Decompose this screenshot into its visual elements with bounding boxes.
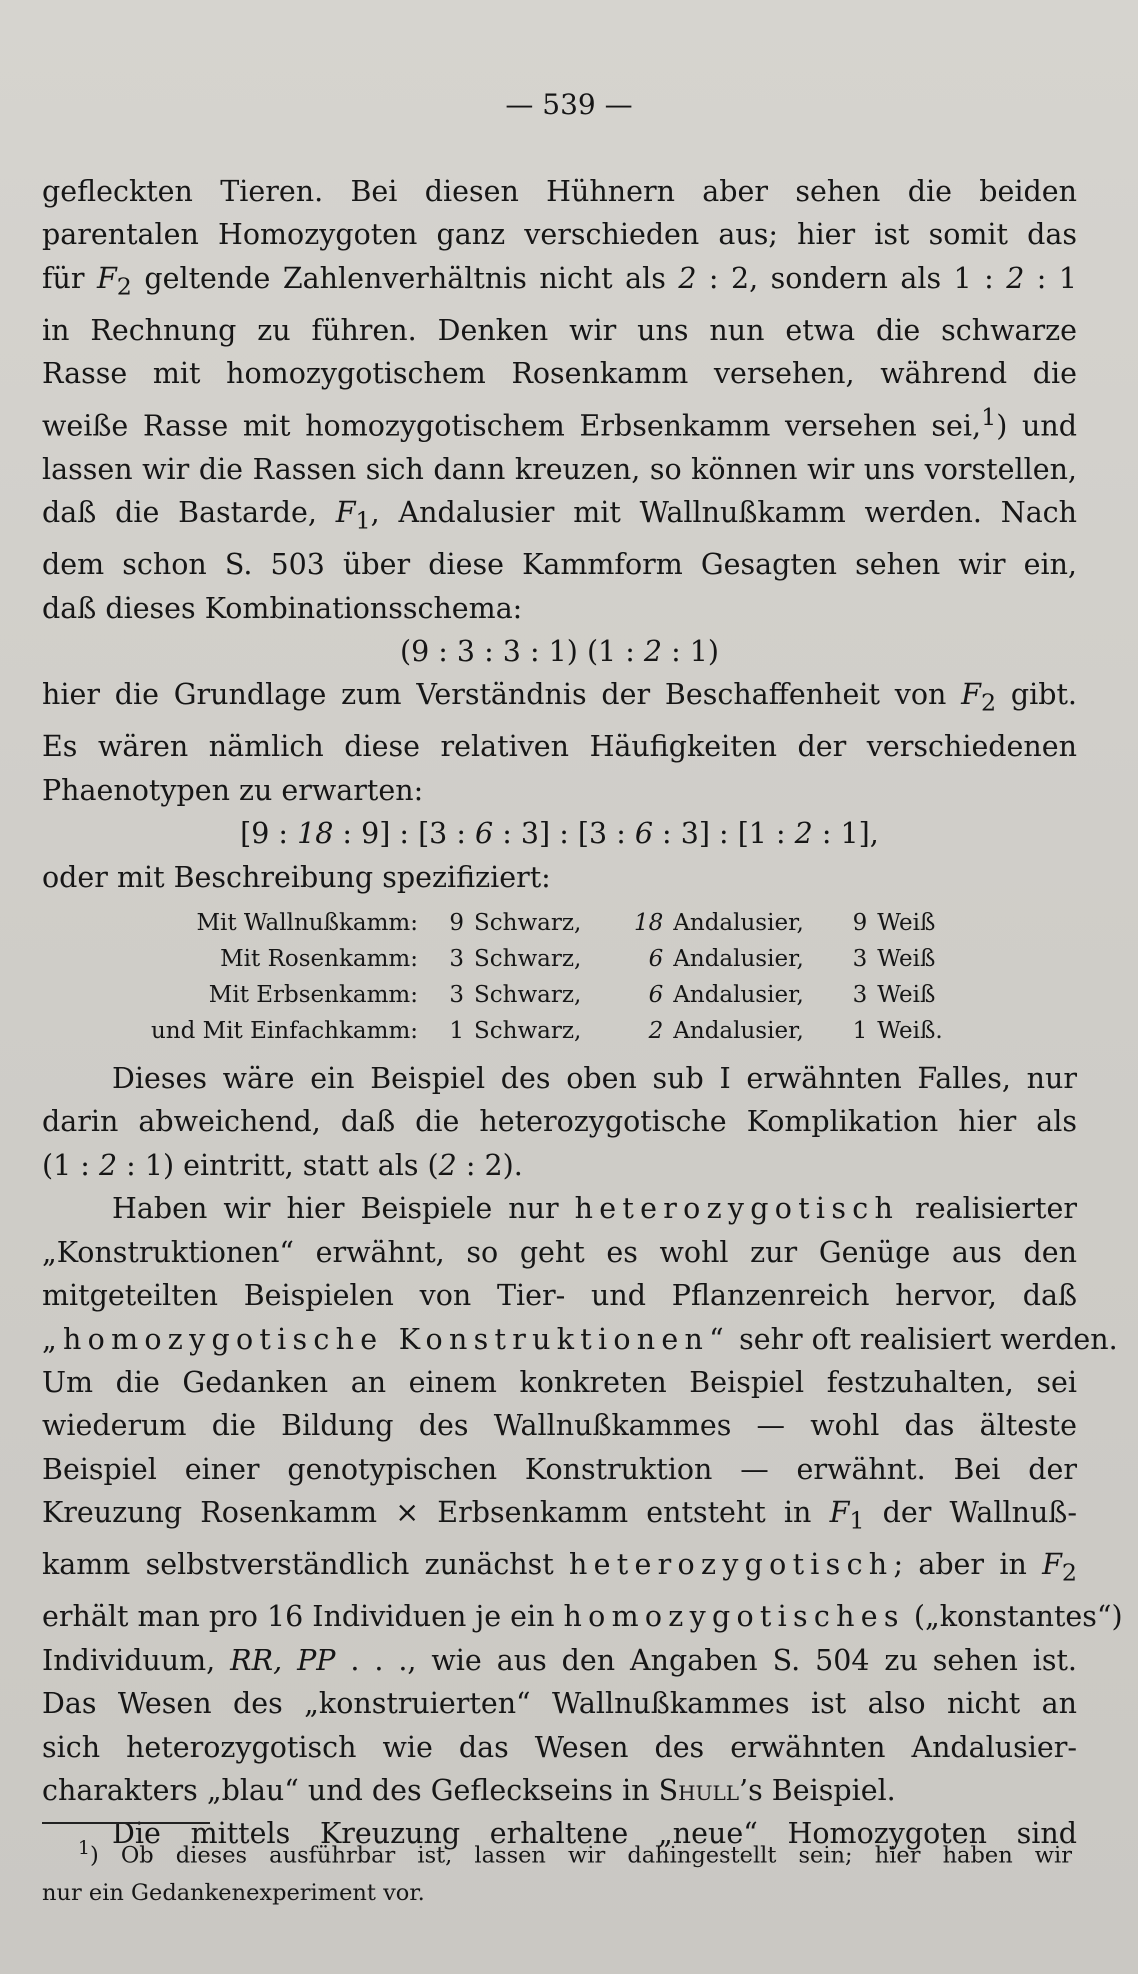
page-number: — 539 — [505,88,633,121]
cell: 6 [648,946,664,973]
cell: 18 [634,910,664,937]
cell: 2 [648,1018,664,1045]
cell: Weiß. [877,1018,943,1045]
text-line: (1 : 2 : 1) eintritt, statt als (2 : 2). [42,1148,523,1182]
cell: 3 [449,982,464,1009]
cell: 9 [449,910,464,937]
text-line: Dieses wäre ein Beispiel des oben sub I erwähnten Falles, nur [112,1062,1077,1096]
text-line: Haben wir hier Beispiele nur heterozygotisch realisierter [112,1192,1077,1226]
text-line: parentalen Homozygoten ganz verschieden aus; hier ist somit das [42,218,1077,252]
text-line: Das Wesen des „konstruierten“ Wallnußkammes ist also nicht an [42,1687,1077,1721]
text-line: für $F_2$ geltende Zahlenverhältnis nicht als 2 : 2, sondern als 1 : 2 : 1 [42,261,1078,301]
cell: Schwarz, [474,910,582,937]
row-label: Mit Wallnußkamm: [196,910,418,937]
text-line: charakters „blau“ und des Gefleckseins in Shull’s Beispiel. [42,1773,896,1807]
text-line: in Rechnung zu führen. Denken wir uns nun etwa die schwarze [42,313,1077,347]
footnote-ref: 1 [981,402,997,431]
footnote [42,1830,1072,1912]
cell: 3 [449,946,464,973]
footnote-line: $^1$) Ob dieses ausführbar ist, lassen wir dahingestellt sein; hier haben wir [78,1838,1072,1869]
cell: Andalusier, [673,946,804,973]
author-name: Shull [658,1773,740,1807]
cell: Andalusier, [673,982,804,1009]
text-line: mitgeteilten Beispielen von Tier- und Pflanzenreich hervor, daß [42,1279,1077,1313]
cell: 6 [648,982,664,1009]
text-line: erhält man pro 16 Individuen je ein homozygotisches („konstantes“) [42,1600,1123,1634]
table-row [42,1013,943,1049]
cell: Weiß [877,982,936,1009]
text-line: dem schon S. 503 über diese Kammform Gesagten sehen wir ein, [42,548,1077,582]
text-line: darin abweichend, daß die heterozygotische Komplikation hier als [42,1105,1077,1139]
cell: 1 [852,1018,868,1045]
cell: Schwarz, [474,946,582,973]
cell: 9 [852,910,868,937]
text-line: Phaenotypen zu erwarten: [42,773,424,807]
cell: 3 [852,982,868,1009]
text-line: daß die Bastarde, $F_1$, Andalusier mit Wallnußkamm werden. Nach [42,496,1077,535]
text-line: kamm selbstverständlich zunächst heterozygotisch; aber in $F_2$ [42,1548,1077,1587]
text-line: Individuum, RR, PP . . ., wie aus den Angaben S. 504 zu sehen ist. [42,1643,1077,1677]
cell: 1 [449,1018,464,1045]
formula-frequencies: [9 : 18 : 9] : [3 : 6 : 3] : [3 : 6 : 3] : [1 : 2 : 1], [240,817,879,851]
cell: Andalusier, [673,1018,804,1045]
text-line: Kreuzung Rosenkamm × Erbsenkamm entsteht in $F_1$ der Wallnuß- [42,1496,1077,1535]
table-row [42,905,943,941]
formula-combination: (9 : 3 : 3 : 1) (1 : 2 : 1) [399,634,720,668]
cell: Schwarz, [474,982,582,1009]
text-line: Rasse mit homozygotischem Rosenkamm versehen, während die [42,357,1077,391]
cell: 3 [852,946,868,973]
text-line: oder mit Beschreibung spezifiziert: [42,860,551,894]
text-line: „homozygotische Konstruktionen“ sehr oft realisiert werden. [42,1322,1118,1356]
body-text [42,170,1123,1856]
text-line: lassen wir die Rassen sich dann kreuzen, so können wir uns vorstellen, [42,452,1077,486]
footnote-divider [42,1822,210,1824]
cell: Schwarz, [474,1018,582,1045]
footnote-line: nur ein Gedankenexperiment vor. [42,1879,425,1906]
text-line: sich heterozygotisch wie das Wesen des erwähnten Andalusier- [42,1730,1077,1764]
table-row [42,977,943,1013]
text-line: Es wären nämlich diese relativen Häufigkeiten der verschiedenen [42,730,1077,764]
cell: Weiß [877,946,936,973]
text-line: „Konstruktionen“ erwähnt, so geht es wohl zur Genüge aus den [42,1235,1077,1269]
text-line: Beispiel einer genotypischen Konstruktion — erwähnt. Bei der [42,1452,1077,1486]
text-line: weiße Rasse mit homozygotischem Erbsenkamm versehen sei,$^1$) und [42,402,1077,443]
text-line: Die mittels Kreuzung erhaltene „neue“ Homozygoten sind [112,1817,1077,1851]
row-label: und Mit Einfachkamm: [150,1018,418,1045]
cell: Weiß [877,910,936,937]
cell: Andalusier, [673,910,804,937]
phenotype-table [42,905,943,1049]
text-line: hier die Grundlage zum Verständnis der Beschaffenheit von $F_2$ gibt. [42,678,1077,718]
row-label: Mit Rosenkamm: [220,946,418,973]
text-line: daß dieses Kombinationsschema: [42,591,523,625]
text-line: gefleckten Tieren. Bei diesen Hühnern aber sehen die beiden [42,175,1077,208]
text-line: wiederum die Bildung des Wallnußkammes — wohl das älteste [42,1409,1077,1443]
text-line: Um die Gedanken an einem konkreten Beispiel festzuhalten, sei [42,1365,1077,1399]
row-label: Mit Erbsenkamm: [208,982,418,1009]
table-row [42,941,943,977]
